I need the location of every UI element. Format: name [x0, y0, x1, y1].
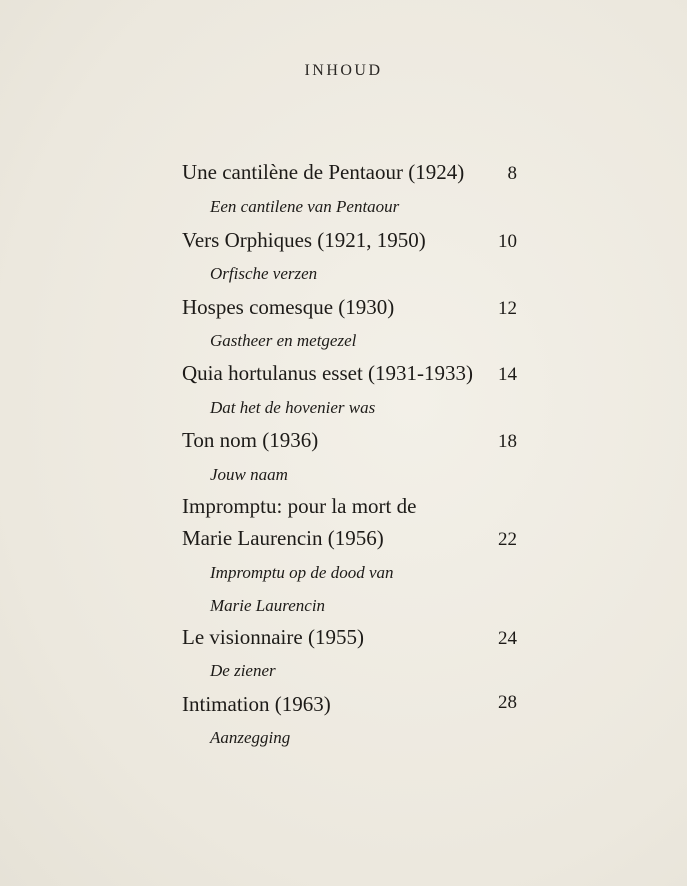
entry-translation: Jouw naam: [210, 465, 288, 484]
entry-page-number: 14: [498, 364, 517, 385]
entry-translation-line-1: Impromptu op de dood van: [210, 563, 394, 582]
entry-title: Intimation (1963): [182, 692, 331, 716]
entry-title: Le visionnaire (1955): [182, 625, 364, 649]
entry-title: Ton nom (1936): [182, 428, 319, 452]
entry-page-number: 18: [498, 431, 517, 452]
entry-page-number: 12: [498, 298, 517, 319]
entry-page-number: 22: [498, 529, 517, 550]
entry-title: Vers Orphiques (1921, 1950): [182, 228, 426, 252]
entry-title-line-1: Impromptu: pour la mort de: [182, 494, 417, 518]
entry-translation: Aanzegging: [210, 728, 291, 747]
entry-translation: De ziener: [210, 661, 276, 680]
entry-page-number: 24: [498, 628, 517, 649]
entry-title: Une cantilène de Pentaour (1924): [182, 160, 465, 184]
entry-translation: Gastheer en metgezel: [210, 331, 357, 350]
entry-page-number: 28: [498, 692, 517, 713]
page-title: INHOUD: [304, 62, 383, 79]
entry-translation: Een cantilene van Pentaour: [210, 197, 400, 216]
entry-title: Quia hortulanus esset (1931-1933): [182, 361, 474, 385]
entry-translation-line-2: Marie Laurencin: [210, 596, 326, 615]
entry-page-number: 8: [507, 163, 517, 184]
entry-page-number: 10: [498, 231, 517, 252]
entry-translation: Dat het de hovenier was: [210, 398, 376, 417]
entry-translation: Orfische verzen: [210, 264, 318, 283]
entry-title-line-2: Marie Laurencin (1956): [182, 526, 384, 550]
entry-title: Hospes comesque (1930): [182, 295, 395, 319]
